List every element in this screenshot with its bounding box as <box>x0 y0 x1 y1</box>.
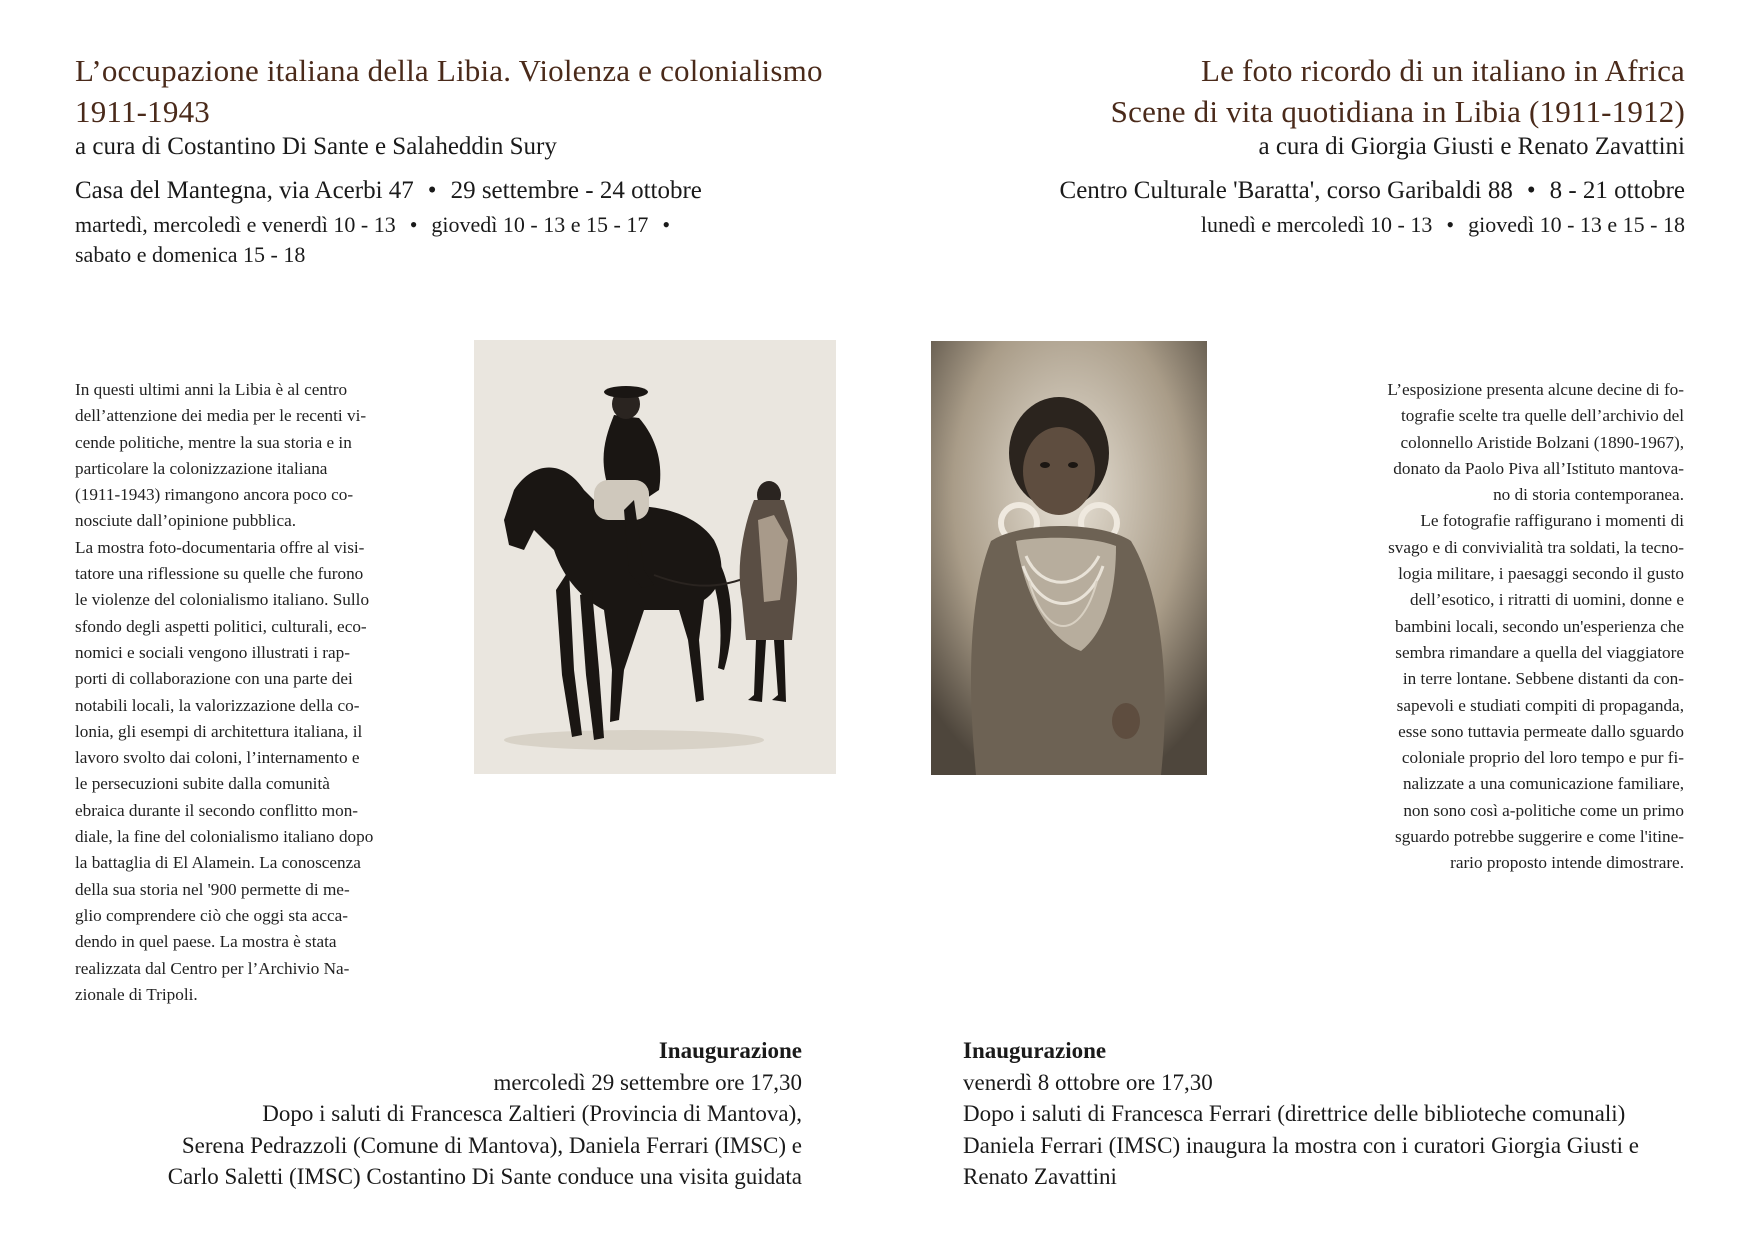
left-inaug-line: Dopo i saluti di Francesca Zaltieri (Provincia di Mantova), <box>262 1101 802 1126</box>
text-line: porti di collaborazione con una parte dei <box>75 669 353 689</box>
right-exhibition-header <box>900 50 1685 240</box>
right-hours-2: giovedì 10 - 13 e 15 - 18 <box>1468 212 1685 237</box>
text-line: dell’attenzione dei media per le recenti vi- <box>75 406 367 426</box>
text-line: cende politiche, mentre la sua storia e in <box>75 432 352 452</box>
right-curators: a cura di Giorgia Giusti e Renato Zavattini <box>1258 133 1685 160</box>
left-inaug-line: Serena Pedrazzoli (Comune di Mantova), Daniela Ferrari (IMSC) e <box>181 1132 802 1158</box>
text-line: glio comprendere ciò che oggi sta acca- <box>75 905 348 925</box>
left-inaug-heading: Inaugurazione <box>658 1038 802 1063</box>
text-line: no di storia contemporanea. <box>1493 485 1684 505</box>
portrait-illustration <box>931 341 1207 775</box>
photo-horseman <box>474 340 836 774</box>
text-line: svago e di convivialità tra soldati, la tecno- <box>1388 537 1684 557</box>
text-line: lavoro svolto dai coloni, l’internamento e <box>75 748 360 768</box>
text-line: le persecuzioni subite dalla comunità <box>75 774 330 794</box>
text-line: colonnello Aristide Bolzani (1890-1967), <box>1400 432 1684 452</box>
text-line: dell’esotico, i ritratti di uomini, donne e <box>1410 590 1684 610</box>
text-line: logia militare, i paesaggi secondo il gusto <box>1398 564 1684 584</box>
left-hours-2: giovedì 10 - 13 e 15 - 17 <box>431 212 649 237</box>
left-venue-dates <box>75 176 895 206</box>
right-inaug-line: Renato Zavattini <box>963 1164 1117 1189</box>
bullet-separator: • <box>409 212 418 237</box>
left-venue: Casa del Mantegna, via Acerbi 47 <box>75 177 414 204</box>
left-title-line1: L’occupazione italiana della Libia. Violenza e colonialismo <box>75 53 823 88</box>
right-title-line2: Scene di vita quotidiana in Libia (1911-1912) <box>1110 94 1685 129</box>
text-line: Le fotografie raffigurano i momenti di <box>1420 511 1684 531</box>
left-hours-3: sabato e domenica 15 - 18 <box>75 242 306 267</box>
right-dates: 8 - 21 ottobre <box>1549 177 1685 204</box>
right-description <box>1318 377 1684 877</box>
text-line: esse sono tuttavia permeate dallo sguardo <box>1398 721 1684 741</box>
text-line: sfondo degli aspetti politici, culturali, eco- <box>75 616 367 636</box>
right-inaug-line: Dopo i saluti di Francesca Ferrari (direttrice delle biblioteche comunali) <box>963 1101 1626 1126</box>
photo-portrait <box>931 341 1207 775</box>
left-hours <box>75 210 895 240</box>
left-exhibition-header <box>75 50 895 270</box>
text-line: sapevoli e studiati compiti di propaganda, <box>1396 695 1684 715</box>
text-line: tografie scelte tra quelle dell’archivio del <box>1401 406 1684 426</box>
text-line: in terre lontane. Sebbene distanti da con- <box>1402 669 1684 689</box>
left-inauguration <box>80 1035 802 1193</box>
left-inaug-line: Carlo Saletti (IMSC) Costantino Di Sante conduce una visita guidata <box>167 1164 802 1189</box>
right-inauguration <box>963 1035 1703 1193</box>
left-hours-1: martedì, mercoledì e venerdì 10 - 13 <box>75 212 396 237</box>
text-line: nosciute dall’opinione pubblica. <box>75 511 296 531</box>
left-title-line2: 1911-1943 <box>75 94 210 129</box>
text-line: tatore una riflessione su quelle che furono <box>75 564 364 584</box>
text-line: coloniale proprio del loro tempo e pur fi- <box>1401 748 1684 768</box>
text-line: sembra rimandare a quella del viaggiatore <box>1395 642 1684 662</box>
bullet-separator: • <box>662 212 671 237</box>
bullet-separator: • <box>1526 177 1536 204</box>
text-line: L’esposizione presenta alcune decine di fo- <box>1387 380 1684 399</box>
right-inaug-line: Daniela Ferrari (IMSC) inaugura la mostra con i curatori Giorgia Giusti e <box>963 1132 1639 1158</box>
text-line: particolare la colonizzazione italiana <box>75 458 328 478</box>
bullet-separator: • <box>427 177 437 204</box>
right-title-line1: Le foto ricordo di un italiano in Africa <box>1200 53 1685 88</box>
text-line: diale, la fine del colonialismo italiano dopo <box>75 827 374 847</box>
text-line: ebraica durante il secondo conflitto mon- <box>75 800 359 820</box>
text-line: notabili locali, la valorizzazione della co- <box>75 695 360 715</box>
text-line: nomici e sociali vengono illustrati i rap- <box>75 642 350 662</box>
right-hours <box>900 210 1685 240</box>
right-venue-dates <box>900 176 1685 206</box>
text-line: la battaglia di El Alamein. La conoscenza <box>75 853 361 873</box>
text-line: bambini locali, secondo un'esperienza che <box>1395 616 1684 636</box>
text-line: In questi ultimi anni la Libia è al centro <box>75 380 348 399</box>
left-curators: a cura di Costantino Di Sante e Salaheddin Sury <box>75 133 557 160</box>
right-inaug-line: venerdì 8 ottobre ore 17,30 <box>963 1069 1213 1095</box>
text-line: le violenze del colonialismo italiano. Sullo <box>75 590 370 610</box>
text-line: lonia, gli esempi di architettura italiana, il <box>75 721 363 741</box>
text-line: realizzata dal Centro per l’Archivio Na- <box>75 958 350 978</box>
right-venue: Centro Culturale 'Baratta', corso Garibaldi 88 <box>1059 177 1513 204</box>
bullet-separator: • <box>1446 212 1455 237</box>
left-description <box>75 377 435 1008</box>
text-line: nalizzate a una comunicazione familiare, <box>1402 774 1684 794</box>
text-line: zionale di Tripoli. <box>75 984 198 1004</box>
text-line: La mostra foto-documentaria offre al visi- <box>75 537 365 557</box>
text-line: rario proposto intende dimostrare. <box>1450 853 1684 873</box>
text-line: donato da Paolo Piva all’Istituto mantova- <box>1393 458 1684 478</box>
text-line: non sono così a-politiche come un primo <box>1403 800 1684 820</box>
right-hours-1: lunedì e mercoledì 10 - 13 <box>1200 212 1433 237</box>
right-inaug-heading: Inaugurazione <box>963 1038 1107 1063</box>
left-inaug-line: mercoledì 29 settembre ore 17,30 <box>493 1069 802 1095</box>
text-line: della sua storia nel '900 permette di me- <box>75 879 350 899</box>
left-dates: 29 settembre - 24 ottobre <box>450 177 702 204</box>
horseman-illustration <box>474 340 836 774</box>
text-line: (1911-1943) rimangono ancora poco co- <box>75 485 354 505</box>
text-line: sguardo potrebbe suggerire e come l'itine- <box>1395 827 1684 847</box>
text-line: dendo in quel paese. La mostra è stata <box>75 932 337 952</box>
